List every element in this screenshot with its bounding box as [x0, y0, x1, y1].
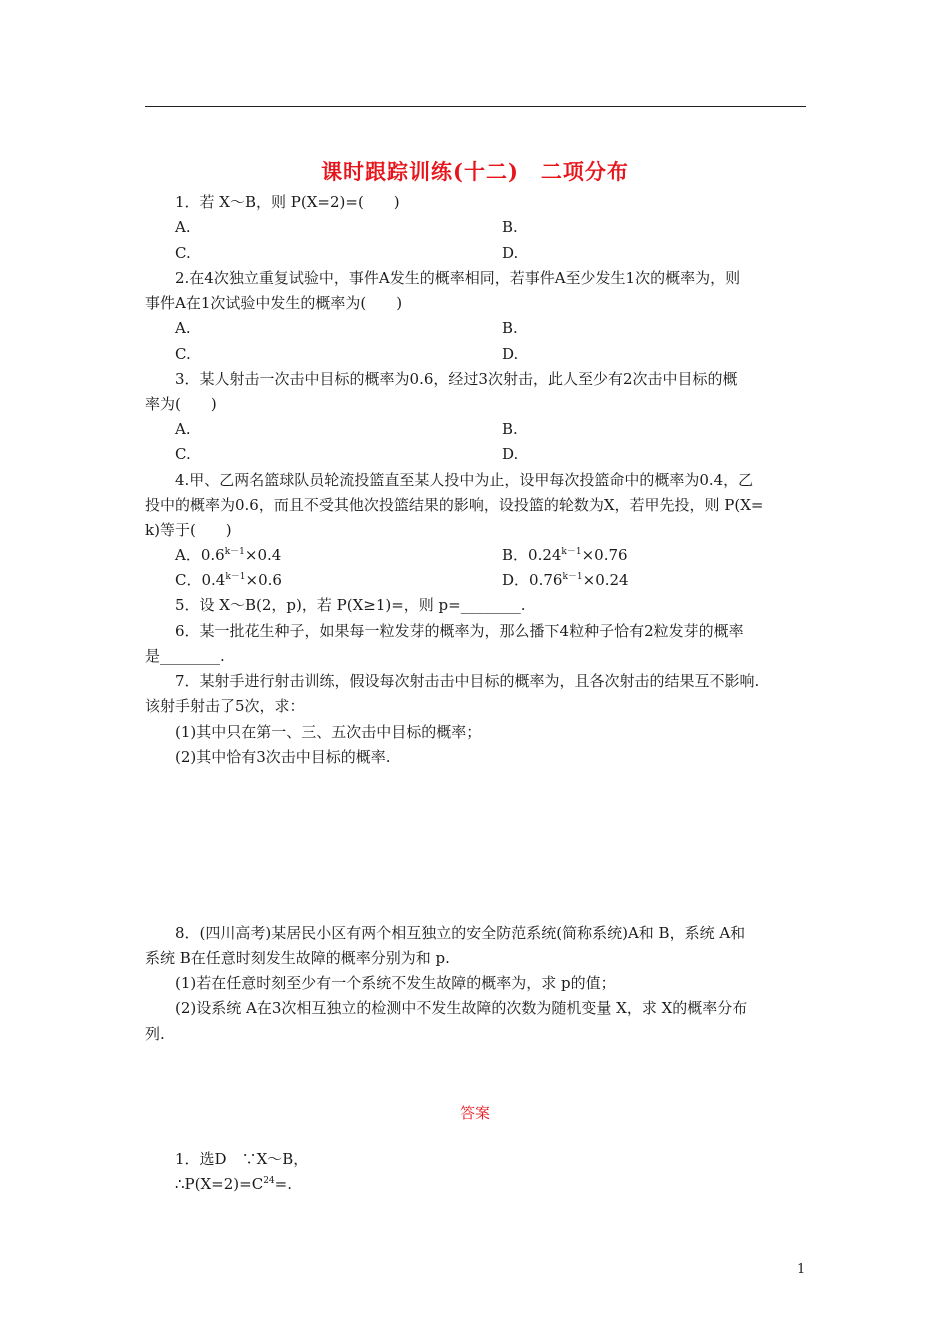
q3-option-c: C. [175, 445, 191, 463]
q6-stem-line2: 是________. [145, 647, 225, 665]
header-rule [145, 106, 806, 107]
q4-stem-line3: k)等于( ) [145, 521, 232, 539]
q3-option-d: D. [502, 445, 519, 463]
q8-part1: (1)若在任意时刻至少有一个系统不发生故障的概率为，求 p的值； [175, 974, 616, 992]
q2-stem-line1: 2.在4次独立重复试验中，事件A发生的概率相同，若事件A至少发生1次的概率为，则 [175, 269, 741, 287]
answer-1-line2: $\therefore P(X=2)=C^{24}=$. [175, 1175, 292, 1193]
q2-option-a: A. [175, 319, 191, 337]
q3-option-b: B. [502, 420, 518, 438]
q3-stem-line1: 3．某人射击一次击中目标的概率为0.6，经过3次射击，此人至少有2次击中目标的概 [175, 370, 738, 388]
q4-option-a: A．$0.6^{k-1}\times 0.4$ [175, 546, 282, 564]
q2-option-c: C. [175, 345, 191, 363]
answer-1-line1: 1．选D ∵X～B， [175, 1150, 309, 1168]
answers-heading: 答案 [459, 1104, 490, 1122]
q3-stem-line2: 率为( ) [145, 395, 217, 413]
q2-stem-line2: 事件A在1次试验中发生的概率为( ) [145, 294, 403, 312]
q4-option-c: C．$0.4^{k-1}\times 0.6$ [175, 571, 282, 589]
q7-part1: (1)其中只在第一、三、五次击中目标的概率； [175, 723, 482, 741]
q7-stem-line1: 7．某射手进行射击训练，假设每次射击击中目标的概率为，且各次射击的结果互不影响. [175, 672, 760, 690]
q4-option-d: D．$0.76^{k-1}\times 0.24$ [502, 571, 629, 589]
q1-option-b: B. [502, 218, 518, 236]
q7-part2: (2)其中恰有3次击中目标的概率. [175, 748, 391, 766]
q1-option-a: A. [175, 218, 191, 236]
q4-stem-line1: 4.甲、乙两名篮球队员轮流投篮直至某人投中为止，设甲每次投篮命中的概率为0.4，乙 [175, 471, 754, 489]
q8-part2-line1: (2)设系统 A在3次相互独立的检测中不发生故障的次数为随机变量 X，求 X的概率分布 [175, 999, 748, 1017]
q1-stem: 1．若 X～B，则 P(X=2)=( ) [175, 193, 400, 211]
q2-option-b: B. [502, 319, 518, 337]
q7-stem-line2: 该射手射击了5次，求： [145, 697, 305, 715]
q3-option-a: A. [175, 420, 191, 438]
q8-stem-line2: 系统 B在任意时刻发生故障的概率分别为和 p. [145, 949, 450, 967]
page-number: 1 [797, 1262, 806, 1277]
q1-option-c: C. [175, 244, 191, 262]
q4-stem-line2: 投中的概率为0.6，而且不受其他次投篮结果的影响，设投篮的轮数为X，若甲先投，则 P(X= [145, 496, 764, 514]
q5-stem: 5．设 X～B(2，p)，若 P(X≥1)=，则 p=________. [175, 596, 526, 614]
q2-option-d: D. [502, 345, 519, 363]
page-title: 课时跟踪训练(十二) 二项分布 [321, 159, 629, 184]
q1-option-d: D. [502, 244, 519, 262]
q8-part2-line2: 列. [145, 1025, 165, 1043]
q8-stem-line1: 8．(四川高考)某居民小区有两个相互独立的安全防范系统(简称系统)A和 B，系统 A和 [175, 924, 746, 942]
q6-stem-line1: 6．某一批花生种子，如果每一粒发芽的概率为，那么播下4粒种子恰有2粒发芽的概率 [175, 622, 744, 640]
q4-option-b: B．$0.24^{k-1}\times 0.76$ [502, 546, 628, 564]
